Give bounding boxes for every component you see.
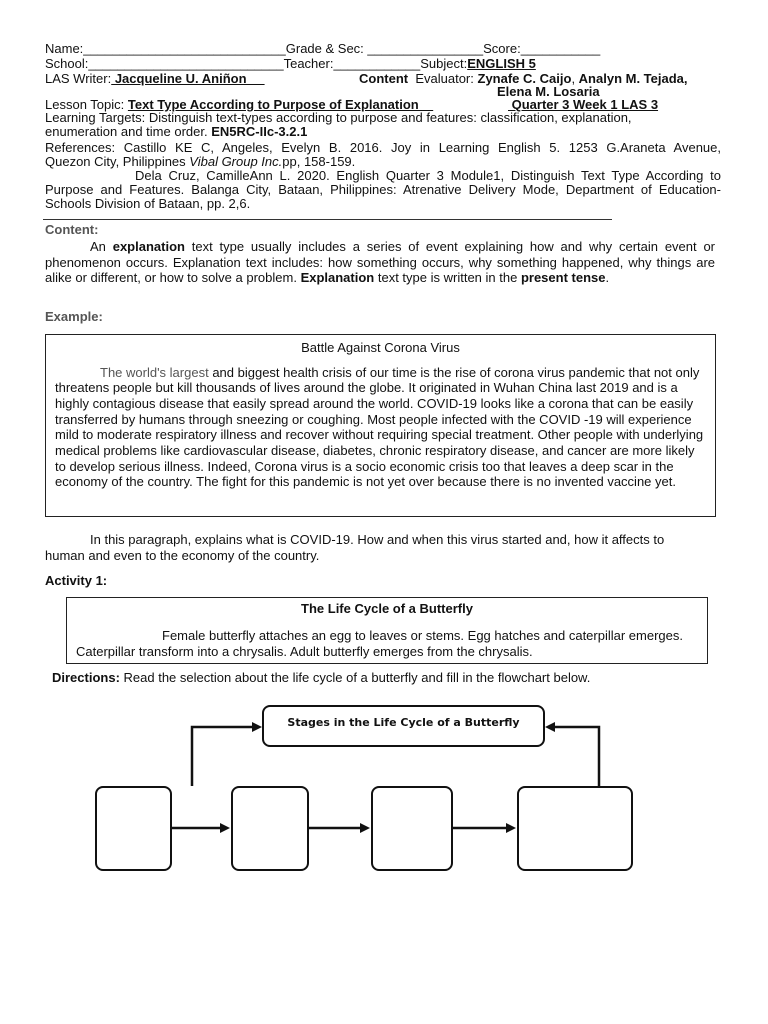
stage-box-3[interactable] <box>371 786 453 871</box>
content-text-3: text type is written in the <box>374 270 521 285</box>
grade-label: Grade & Sec: <box>285 41 364 56</box>
arrowhead-1 <box>220 823 230 833</box>
targets-code: EN5RC-IIc-3.2.1 <box>211 124 308 139</box>
arrowhead-right <box>545 722 555 732</box>
school-label: School: <box>45 56 89 71</box>
stage-box-2[interactable] <box>231 786 309 871</box>
score-blank[interactable]: ___________ <box>520 41 601 56</box>
name-label: Name: <box>45 41 84 56</box>
content-bold-1: explanation <box>112 239 185 254</box>
writer-value: Jacqueline U. Aniñon <box>111 71 265 86</box>
name-blank[interactable]: ____________________________ <box>83 41 286 56</box>
quarter-value: Quarter 3 Week 1 LAS 3 <box>508 97 659 112</box>
directions-text: Read the selection about the life cycle of a butterfly and fill in the flowchart below. <box>119 670 591 685</box>
teacher-blank[interactable]: ____________ <box>333 56 421 71</box>
targets-text: enumeration and time order. <box>45 124 208 139</box>
example-explanation: In this paragraph, explains what is COVID-19. How and when this virus started and, how it affects to human and even to the economy of the country. <box>45 532 665 563</box>
directions-label: Directions: <box>52 670 120 685</box>
score-label: Score: <box>483 41 521 56</box>
ref-line-5: Schools Division of Bataan, pp. 2,6. <box>45 196 251 211</box>
content-label: Content <box>359 71 409 86</box>
flow-arrow-left <box>192 727 255 786</box>
content-text-4: . <box>605 270 610 285</box>
arrowhead-left <box>252 722 262 732</box>
content-text-2: text type usually includes a series of event explaining how and why certain event or phenomenon occurs. Explanation text includes: how something occurs, why something happened, why things are alike or different, or how to solve a problem. <box>45 239 715 285</box>
flow-arrow-right <box>552 727 599 786</box>
content-bold-2: Explanation <box>300 270 375 285</box>
school-blank[interactable]: ___________________________ <box>88 56 284 71</box>
stage-box-1[interactable] <box>95 786 172 871</box>
activity-heading: Activity 1: <box>45 573 108 588</box>
arrowhead-3 <box>506 823 516 833</box>
topic-label: Lesson Topic: <box>45 97 125 112</box>
teacher-label: Teacher: <box>283 56 334 71</box>
example-lead: The world's largest <box>100 364 209 380</box>
targets-line-1: Learning Targets: Distinguish text-types according to purpose and features: classification, explanation, <box>45 110 632 125</box>
writer-label: LAS Writer: <box>45 71 112 86</box>
ref-line-4: Purpose and Features. Balanga City, Bataan, Philippines: Atrenative Delivery Mode, Department of Education- <box>45 182 721 197</box>
activity-title: The Life Cycle of a Butterfly <box>301 601 473 616</box>
example-title: Battle Against Corona Virus <box>301 340 460 355</box>
subject-label: Subject: <box>420 56 468 71</box>
stage-box-4[interactable] <box>517 786 633 871</box>
grade-blank[interactable]: ________________ <box>367 41 484 56</box>
ref-line-1: References: Castillo KE C, Angeles, Evelyn B. 2016. Joy in Learning English 5. 1253 G.Araneta Avenue, <box>45 140 721 155</box>
flow-title-box <box>262 705 545 747</box>
evaluator-name-1: Zynafe C. Caijo <box>477 71 572 86</box>
flow-title: Stages in the Life Cycle of a Butterfly <box>287 716 520 729</box>
example-heading: Example: <box>45 309 103 324</box>
content-heading: Content: <box>45 222 99 237</box>
ref-pages: pp, 158-159. <box>282 154 356 169</box>
subject-value: ENGLISH 5 <box>467 56 536 71</box>
ref-line-3: Dela Cruz, CamilleAnn L. 2020. English Quarter 3 Module1, Distinguish Text Type According to <box>135 168 721 183</box>
activity-body: Female butterfly attaches an egg to leaves or stems. Egg hatches and caterpillar emerges. Caterpillar transform into a chrysalis. Adult butterfly emerges from the chrysalis. <box>76 628 683 659</box>
ref-line-2-text: Quezon City, Philippines <box>45 154 190 169</box>
evaluator-name-2: Analyn M. Tejada, <box>578 71 688 86</box>
arrowhead-2 <box>360 823 370 833</box>
ref-publisher: Vibal Group Inc. <box>189 154 283 169</box>
evaluator-separator: , <box>571 71 579 86</box>
example-text: and biggest health crisis of our time is the rise of corona virus pandemic that not only threatens people but kill thousands of lives around the globe. It originated in Wuhan China last 2019 and is a highly contagious disease that easily spread around the world. COVID-19 looks like a corona that can be easily transferred by humans through sneezing or coughing. Most people infected with the COVID -19 will experience mild to moderate respiratory illness and recover without requiring special treatment. Other people with underlying medical problems like cardiovascular disease, diabetes, chronic respiratory disease, and cancer are more likely to develop serious illness. Indeed, Corona virus is a socio economic crisis too that leaves a deep scar in the economy of the country. The fight for this pandemic is not yet over because there is no invented vaccine yet. <box>55 364 704 490</box>
content-bold-3: present tense <box>520 270 606 285</box>
evaluator-name-3: Elena M. Losaria <box>497 84 600 99</box>
topic-value: Text Type According to Purpose of Explanation <box>127 97 434 112</box>
content-text-1: An <box>90 239 113 254</box>
evaluator-label: Evaluator: <box>415 71 474 86</box>
